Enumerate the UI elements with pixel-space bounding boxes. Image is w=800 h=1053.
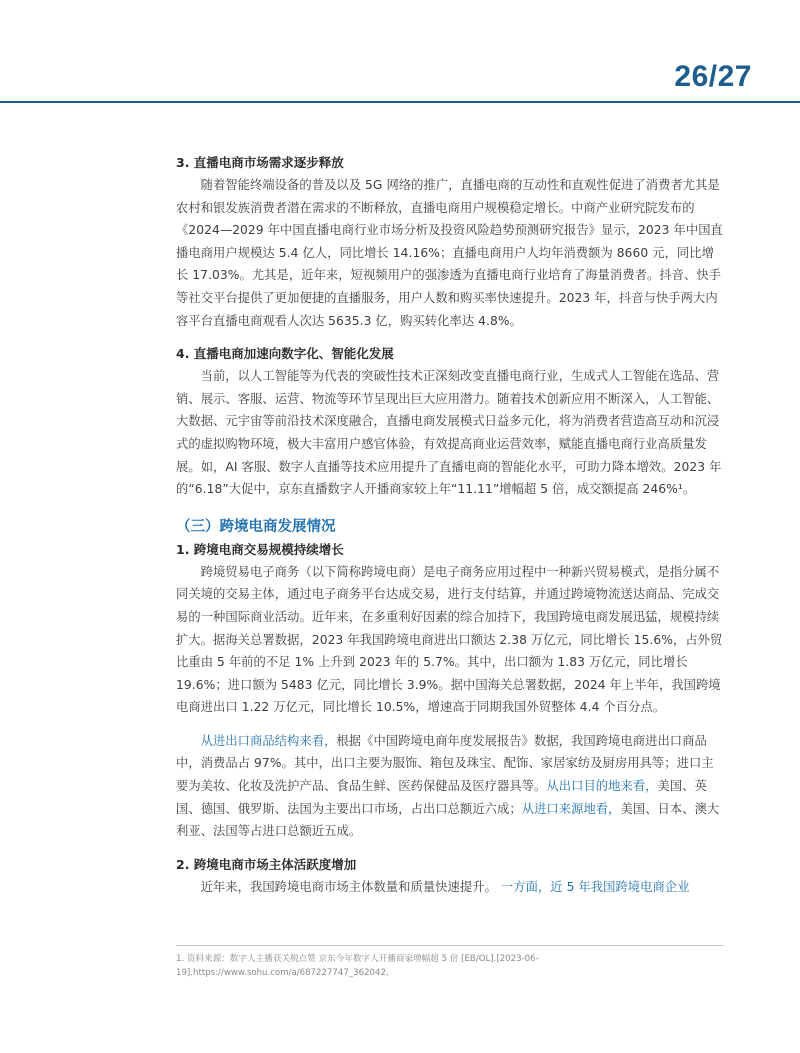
text-market-activity: 近年来，我国跨境电商市场主体数量和质量快速提升。 bbox=[200, 879, 497, 894]
main-content bbox=[176, 152, 724, 898]
lead-import-source: 从进口来源地看， bbox=[521, 801, 621, 816]
paragraph-product-structure bbox=[176, 730, 724, 843]
lead-on-one-hand: 一方面，近 5 年我国跨境电商企业 bbox=[500, 879, 690, 894]
heading-trade-scale: 1. 跨境电商交易规模持续增长 bbox=[176, 541, 344, 557]
paragraph-market-activity bbox=[176, 876, 724, 899]
section-title-cross-border: （三）跨境电商发展情况 bbox=[176, 518, 336, 535]
header-divider bbox=[0, 101, 800, 103]
text-export-destination: 美国、英国、德国、俄罗斯、法国为主要出口市场，占出口总额近六成； bbox=[176, 779, 707, 816]
paragraph-digital-smart: 当前，以人工智能等为代表的突破性技术正深刻改变直播电商行业，生成式人工智能在选品、营销、展示、客服、运营、物流等环节呈现出巨大应用潜力。随着技术创新应用不断深入，人工智能、大数据、元宇宙等前沿技术深度融合，直播电商发展模式日益多元化，将为消费者营造高互动和沉浸式的虚拟购物环境，极大丰富用户感官体验，有效提高商业运营效率，赋能直播电商行业高质量发展。如，AI 客服、数字人直播等技术应用提升了直播电商的智能化水平，可助力降本增效。2023 年的“6.18”大促中，京东直播数字人开播商家较上年“11.11”增幅超 5 倍，成交额提高 246%¹。 bbox=[176, 369, 722, 497]
heading-digital-smart: 4. 直播电商加速向数字化、智能化发展 bbox=[176, 346, 394, 362]
text-product-structure: 根据《中国跨境电商年度发展报告》数据，我国跨境电商进出口商品中，消费品占 97%。其中，出口主要为服饰、箱包及珠宝、配饰、家居家纺及厨房用具等；进口主要为美妆、化妆及洗护产品、食品生鲜、医药保健品及医疗器具等。 bbox=[176, 733, 714, 794]
text-import-source: 美国、日本、澳大利亚、法国等占进口总额近五成。 bbox=[176, 801, 720, 839]
lead-product-structure: 从进出口商品结构来看， bbox=[200, 733, 337, 748]
footnote: 1. 资料来源：数字人主播获关税点赞 京东今年数字人开播商家增幅超 5 倍 [EB/OL].[2023-06-19].https://www.sohu.com/a/687227747_362042。 bbox=[176, 954, 539, 978]
heading-live-demand: 3. 直播电商市场需求逐步释放 bbox=[176, 155, 344, 170]
lead-export-destination: 从出口目的地来看， bbox=[546, 779, 658, 794]
page-number: 26/27 bbox=[674, 60, 752, 93]
paragraph-live-demand: 随着智能终端设备的普及以及 5G 网络的推广，直播电商的互动性和直观性促进了消费者尤其是农村和银发族消费者潜在需求的不断释放，直播电商用户规模稳定增长。中商产业研究院发布的《2024—2029 年中国直播电商行业市场分析及投资风险趋势预测研究报告》显示，2023 年中国直播电商用户规模达 5.4 亿人，同比增长 14.16%；直播电商用户人均年消费额为 8660 元，同比增长 17.03%。尤其是，近年来，短视频用户的强渗透为直播电商行业培育了海量消费者。抖音、快手等社交平台提供了更加便捷的直播服务，用户人数和购买率快速提升。2023 年，抖音与快手两大内容平台直播电商观看人次达 5635.3 亿，购买转化率达 4.8%。 bbox=[176, 178, 723, 328]
paragraph-trade-scale: 跨境贸易电子商务（以下简称跨境电商）是电子商务应用过程中一种新兴贸易模式，是指分属不同关境的交易主体，通过电子商务平台达成交易，进行支付结算，并通过跨境物流送达商品、完成交易的一种国际商业活动。近年来，在多重利好因素的综合加持下，我国跨境电商发展迅猛，规模持续扩大。据海关总署数据，2023 年我国跨境电商进出口额达 2.38 万亿元，同比增长 15.6%，占外贸比重由 5 年前的不足 1% 上升到 2023 年的 5.7%。其中，出口额为 1.83 万亿元，同比增长 19.6%；进口额为 5483 亿元，同比增长 3.9%。据中国海关总署数据，2024 年上半年，我国跨境电商进出口 1.22 万亿元，同比增长 10.5%，增速高于同期我国外贸整体 4.4 个百分点。 bbox=[176, 564, 723, 715]
heading-market-activity: 2. 跨境电商市场主体活跃度增加 bbox=[176, 856, 357, 872]
footnote-divider bbox=[176, 945, 724, 946]
